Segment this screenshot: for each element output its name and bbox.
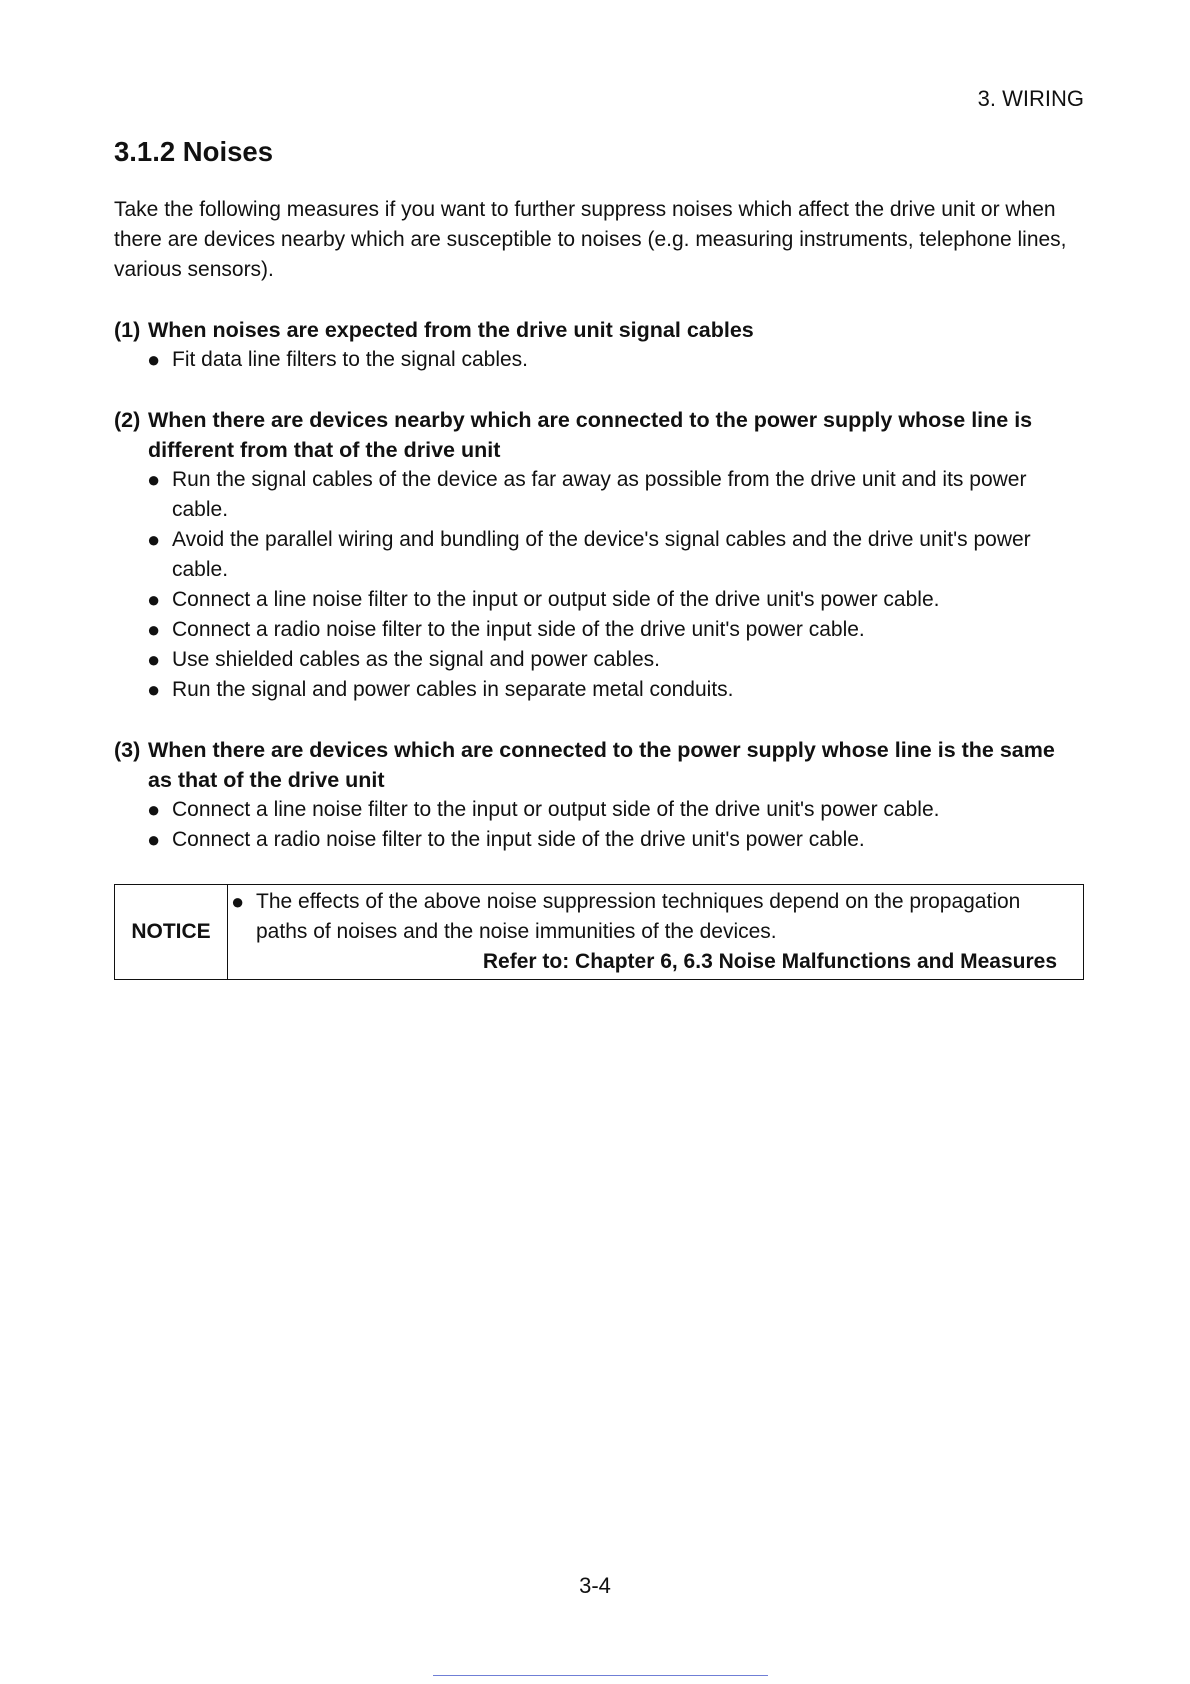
list-item-text: Connect a radio noise filter to the input side of the drive unit's power cable. (172, 618, 865, 641)
running-header: 3. WIRING (977, 86, 1084, 111)
bullet-icon: ● (147, 587, 161, 612)
bullet-icon: ● (147, 797, 161, 822)
list-item (147, 675, 1084, 705)
list-item-text: Use shielded cables as the signal and power cables. (172, 648, 660, 671)
subsection-heading (114, 735, 1084, 795)
section-title: 3.1.2 Noises (114, 136, 273, 167)
notice-label: NOTICE (115, 885, 228, 979)
list-item (147, 465, 1084, 525)
list-item (147, 345, 1084, 375)
list-item-text: Run the signal and power cables in separate metal conduits. (172, 678, 734, 701)
notice-body (228, 885, 1083, 979)
list-item-text: Run the signal cables of the device as far away as possible from the drive unit and its power cable. (172, 468, 1027, 521)
bullet-icon: ● (147, 527, 161, 552)
subsection-heading (114, 405, 1084, 465)
page-number: 3-4 (579, 1573, 611, 1598)
list-item-text: Avoid the parallel wiring and bundling of the device's signal cables and the drive unit's power cable. (172, 528, 1031, 581)
subsection-heading (114, 315, 1084, 345)
bullet-list (114, 795, 1084, 855)
notice-text: The effects of the above noise suppression techniques depend on the propagation paths of noises and the noise immunities of the devices. (256, 890, 1021, 943)
list-item-text: Connect a line noise filter to the input or output side of the drive unit's power cable. (172, 588, 940, 611)
list-item-text: Fit data line filters to the signal cables. (172, 348, 529, 371)
bullet-icon: ● (147, 347, 161, 372)
subsection-2 (114, 405, 1084, 705)
list-item (147, 615, 1084, 645)
list-item-text: Connect a line noise filter to the input or output side of the drive unit's power cable. (172, 798, 940, 821)
subsection-heading-text: When noises are expected from the drive unit signal cables (148, 318, 754, 342)
subsection-number: (3) (114, 738, 141, 762)
bullet-icon: ● (147, 647, 161, 672)
notice-box (114, 884, 1084, 980)
notice-item (231, 887, 1057, 947)
bullet-icon: ● (147, 617, 161, 642)
list-item (147, 645, 1084, 675)
subsection-number: (1) (114, 318, 141, 342)
list-item (147, 525, 1084, 585)
bullet-icon: ● (147, 677, 161, 702)
list-item (147, 825, 1084, 855)
bullet-icon: ● (147, 467, 161, 492)
bullet-list (114, 345, 1084, 375)
list-item-text: Connect a radio noise filter to the input side of the drive unit's power cable. (172, 828, 865, 851)
bullet-icon: ● (231, 889, 245, 914)
subsection-3 (114, 735, 1084, 855)
bullet-list (114, 465, 1084, 705)
page-content (114, 134, 1084, 980)
subsection-1 (114, 315, 1084, 375)
bottom-divider (433, 1675, 768, 1676)
subsection-heading-text: When there are devices nearby which are connected to the power supply whose line is different from that of the drive unit (148, 408, 1033, 462)
subsection-number: (2) (114, 408, 141, 432)
list-item (147, 795, 1084, 825)
section-intro: Take the following measures if you want to further suppress noises which affect the drive unit or when there are devices nearby which are susceptible to noises (e.g. measuring instruments, telephone lines, various sensors). (114, 198, 1067, 281)
bullet-icon: ● (147, 827, 161, 852)
subsection-heading-text: When there are devices which are connected to the power supply whose line is the same as that of the drive unit (148, 738, 1055, 792)
notice-reference: Refer to: Chapter 6, 6.3 Noise Malfunctions and Measures (482, 950, 1057, 973)
list-item (147, 585, 1084, 615)
